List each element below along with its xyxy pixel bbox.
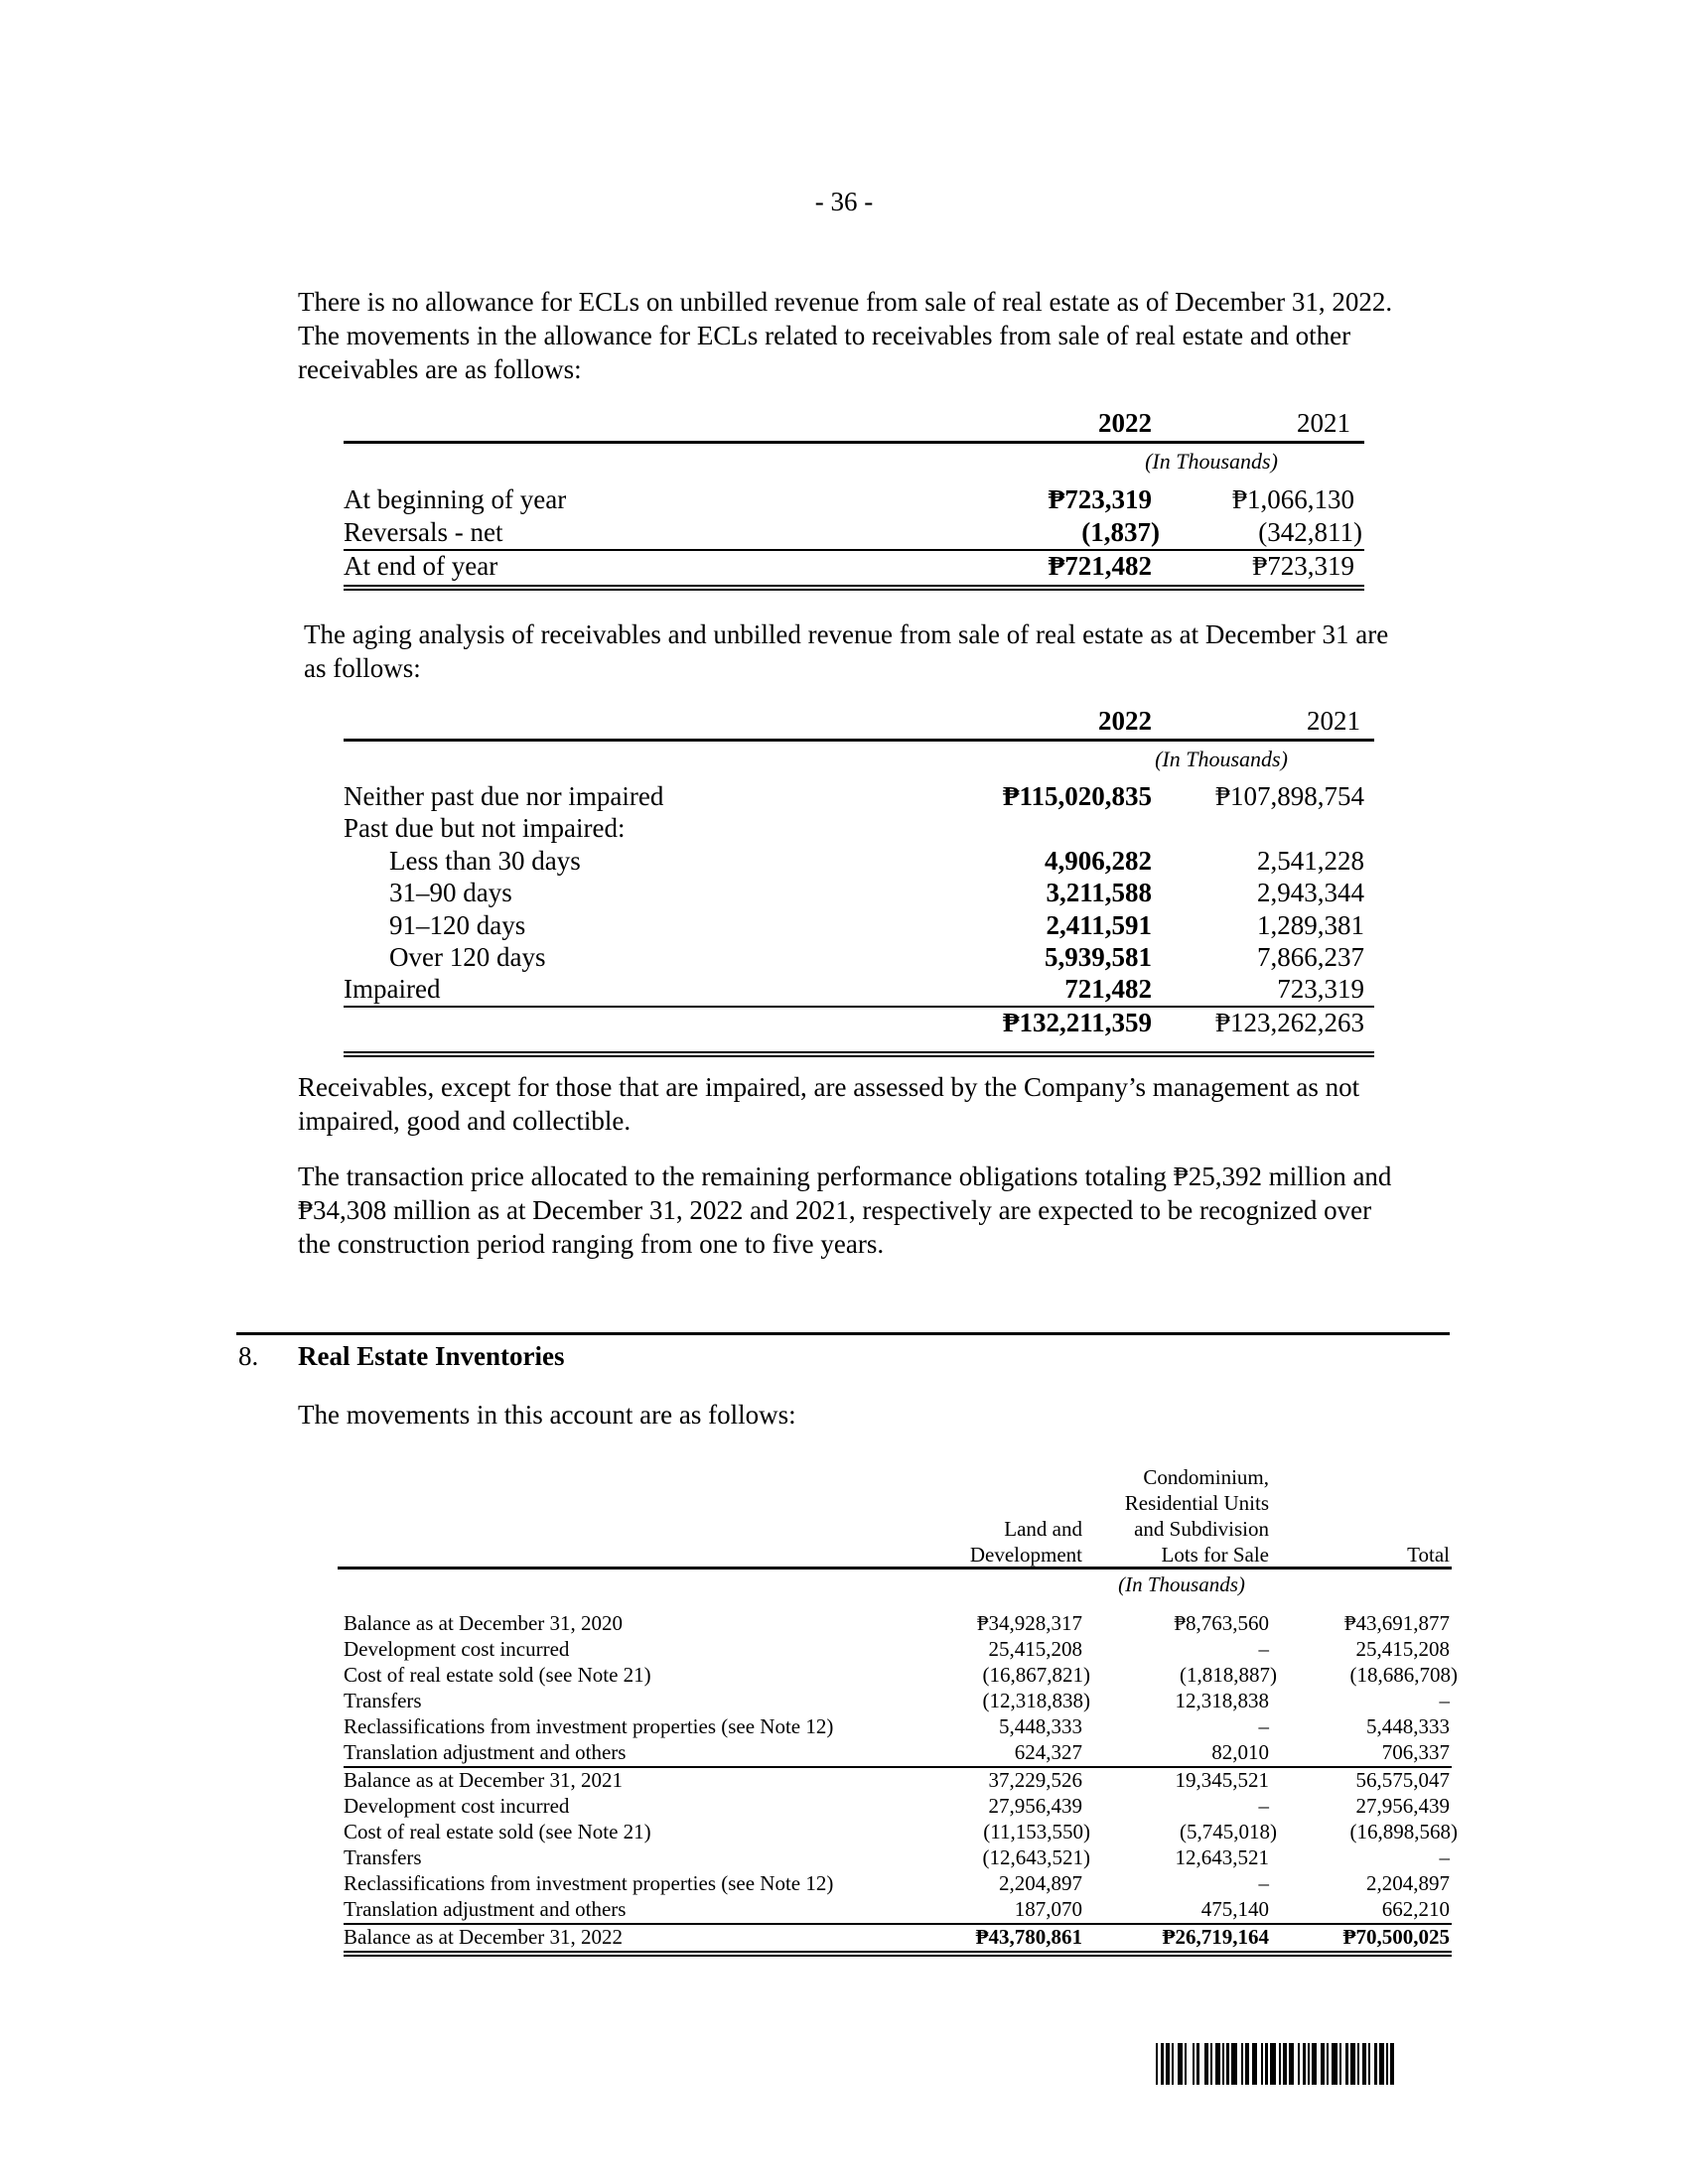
- total-double-rule-bottom: [344, 1955, 1452, 1957]
- total-double-rule-top: [344, 585, 1364, 587]
- section-intro: The movements in this account are as follows:: [298, 1400, 796, 1430]
- table-row: Past due but not impaired:: [344, 813, 626, 843]
- table-row: Translation adjustment and others 187,070 475,140 662,210: [344, 1897, 1450, 1921]
- table-row: Translation adjustment and others 624,327 82,010 706,337: [344, 1740, 1450, 1764]
- unit-note: (In Thousands): [1145, 449, 1278, 474]
- table-row: At end of year ₱721,482 ₱723,319: [344, 551, 1354, 581]
- table-row: Balance as at December 31, 2021 37,229,526 19,345,521 56,575,047: [344, 1768, 1450, 1792]
- table-row: Cost of real estate sold (see Note 21) (16,867,821) (1,818,887) (18,686,708): [344, 1663, 1458, 1687]
- paragraph-line: receivables are as follows:: [298, 354, 582, 384]
- section-rule: [236, 1332, 1450, 1335]
- table-row: Transfers (12,643,521) 12,643,521 –: [344, 1845, 1450, 1869]
- barcode-icon: [1156, 2043, 1464, 2085]
- section-number: 8.: [238, 1341, 259, 1371]
- receivables-paragraph: [298, 1070, 1489, 1138]
- column-header-2021: 2021: [1307, 706, 1360, 736]
- table-row: At beginning of year ₱723,319 ₱1,066,130: [344, 484, 1354, 514]
- unit-note: (In Thousands): [1118, 1572, 1245, 1596]
- paragraph-line: The transaction price allocated to the remaining performance obligations totaling ₱25,392 million and: [298, 1161, 1392, 1191]
- table-row: Cost of real estate sold (see Note 21) (11,153,550) (5,745,018) (16,898,568): [344, 1820, 1458, 1843]
- total-double-rule-bottom: [344, 1055, 1374, 1057]
- paragraph-line: ₱34,308 million as at December 31, 2022 and 2021, respectively are expected to be recognized over: [298, 1195, 1372, 1225]
- column-header-land-development: Land and Development: [969, 1517, 1082, 1567]
- total-double-rule-top: [344, 1951, 1452, 1953]
- total-row: Balance as at December 31, 2022 ₱43,780,861 ₱26,719,164 ₱70,500,025: [344, 1925, 1450, 1949]
- header-rule: [338, 1567, 1452, 1570]
- table-row: Over 120 days 5,939,581 7,866,237: [389, 942, 1364, 972]
- unit-note: (In Thousands): [1155, 747, 1288, 771]
- paragraph-line: There is no allowance for ECLs on unbilled revenue from sale of real estate as of December 31, 2022.: [298, 287, 1393, 317]
- table-row: Neither past due nor impaired ₱115,020,835 ₱107,898,754: [344, 781, 1364, 811]
- total-row: ₱132,211,359 ₱123,262,263: [1002, 1008, 1364, 1037]
- table-row: Reclassifications from investment properties (see Note 12) 5,448,333 – 5,448,333: [344, 1714, 1450, 1738]
- table-row: 31–90 days 3,211,588 2,943,344: [389, 878, 1364, 907]
- table-row: Transfers (12,318,838) 12,318,838 –: [344, 1689, 1450, 1712]
- table-row: 91–120 days 2,411,591 1,289,381: [389, 910, 1364, 940]
- table-row: Development cost incurred 27,956,439 – 27,956,439: [344, 1794, 1450, 1818]
- total-double-rule-bottom: [344, 589, 1364, 591]
- column-header-total: Total: [1407, 1543, 1450, 1567]
- intro-paragraph: [298, 285, 1489, 386]
- table-row: Reversals - net (1,837) (342,811): [344, 517, 1362, 547]
- paragraph-line: as follows:: [304, 653, 421, 683]
- header-rule: [344, 739, 1374, 742]
- paragraph-line: The movements in the allowance for ECLs related to receivables from sale of real estate and other: [298, 321, 1351, 350]
- table-row: Development cost incurred 25,415,208 – 25,415,208: [344, 1637, 1450, 1661]
- table-row: Less than 30 days 4,906,282 2,541,228: [389, 846, 1364, 876]
- paragraph-line: Receivables, except for those that are impaired, are assessed by the Company’s management as not: [298, 1072, 1360, 1102]
- table-row: Reclassifications from investment properties (see Note 12) 2,204,897 – 2,204,897: [344, 1871, 1450, 1895]
- column-header-2022: 2022: [1098, 706, 1152, 736]
- column-header-2022: 2022: [1098, 408, 1152, 438]
- total-double-rule-top: [344, 1051, 1374, 1053]
- section-title: Real Estate Inventories: [298, 1341, 565, 1371]
- page-number: - 36 -: [814, 187, 874, 216]
- column-header-condominium: Condominium, Residential Units and Subdivision Lots for Sale: [1124, 1465, 1269, 1567]
- header-rule: [344, 441, 1364, 444]
- aging-paragraph: [304, 617, 1495, 685]
- paragraph-line: impaired, good and collectible.: [298, 1106, 632, 1136]
- paragraph-line: the construction period ranging from one to five years.: [298, 1229, 885, 1259]
- table-row: Balance as at December 31, 2020 ₱34,928,317 ₱8,763,560 ₱43,691,877: [344, 1611, 1450, 1635]
- paragraph-line: The aging analysis of receivables and unbilled revenue from sale of real estate as at December 31 are: [304, 619, 1389, 649]
- column-header-2021: 2021: [1297, 408, 1350, 438]
- transaction-paragraph: [298, 1160, 1509, 1261]
- table-row: Impaired 721,482 723,319: [344, 974, 1364, 1004]
